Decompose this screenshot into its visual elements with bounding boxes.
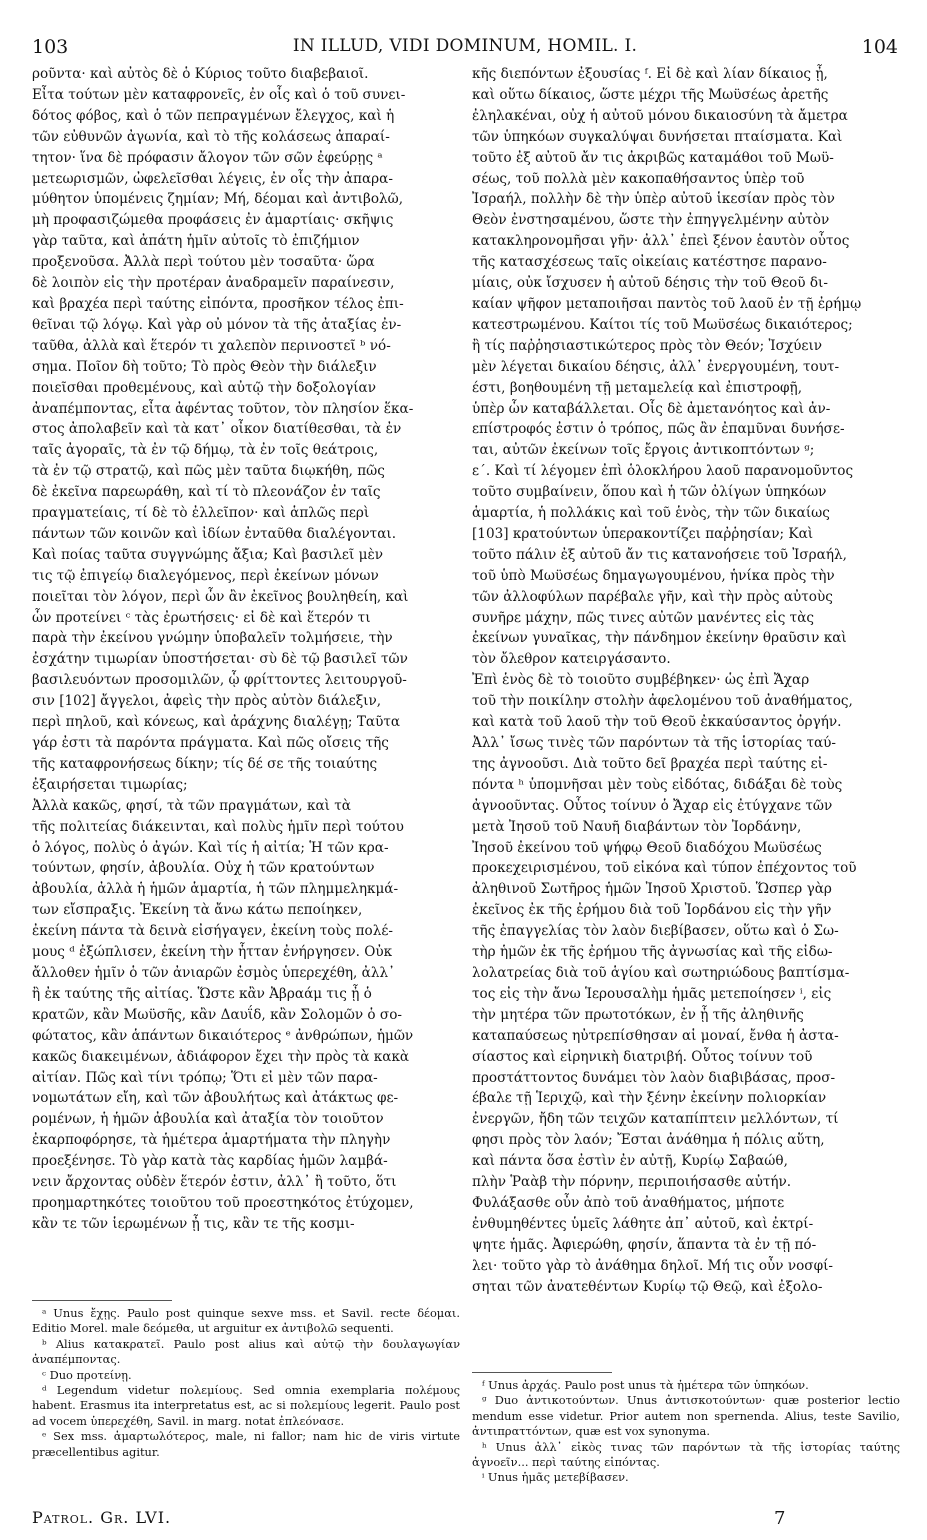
footnote: ᵍ Duo ἀντικοτούντων. Unus ἀντισκοτούντων· quæ posterior lectio mendum esse videtur. Prior autem non spernenda. Alius, teste Savilio, ἀντιπραττόντων, quæ est vox synonyma. [472, 1393, 900, 1439]
text-line: [103] κρατούντων ὑπερακοντίζει παῤῥησίαν; Καὶ [472, 525, 814, 542]
text-line: ἀβουλία, ἀλλὰ ἡ ἡμῶν ἁμαρτία, ἡ τῶν πλημμεληκμά- [32, 881, 399, 898]
footnote: ᵈ Legendum videtur πολεμίους. Sed omnia exemplaria πολέμους habent. Erasmus ita interpretatus est, ac si πολεμίους legerit. Paulo post ad vocem ὑπερεχέθη, Savil. in marg. notat ἐπλεόνασε. [32, 1383, 460, 1428]
footnote: ᵃ Unus ἔχῃς. Paulo post quinque sexve mss. et Savil. recte δέομαι. Editio Morel. male δεόμεθα, ut arguitur ex ἀντιβολῶ sequenti. [32, 1306, 460, 1336]
text-line: ἀγνοοῦντας. Οὗτος τοίνυν ὁ Ἄχαρ εἰς ἐτύγχανε τῶν [472, 797, 833, 814]
footnote: ᶠ Unus ἀρχάς. Paulo post unus τὰ ἡμέτερα τῶν ὑπηκόων. [482, 1378, 809, 1392]
volume-signature: Patrol. Gr. LVI. [32, 1508, 172, 1527]
text-line: αἰτίαν. Πῶς καὶ τίνι τρόπῳ; Ὅτι εἰ μὲν τῶν παρα- [32, 1069, 378, 1086]
text-line: ἐσχάτην τιμωρίαν ὑποστήσεται· σὺ δὲ τῷ βασιλεῖ τῶν [32, 651, 408, 668]
right-text-column [472, 64, 900, 1297]
text-line: τὸν ὄλεθρον κατειργάσαντο. [472, 651, 671, 668]
text-line: καὶ πάντα ὅσα ἐστὶν ἐν αὐτῇ, Κυρίῳ Σαβαώθ, [472, 1153, 788, 1170]
footnote-rule-right [472, 1372, 612, 1373]
text-line: παρὰ τὴν ἐκείνου γνώμην ὑποβαλεῖν τολμήσειε, τὴν [32, 630, 393, 647]
text-line: τοῦ ὑπὸ Μωϋσέως δημαγωγουμένου, ἡνίκα πρὸς τὴν [472, 567, 835, 584]
text-line: προεξένησε. Τὸ γὰρ κατὰ τὰς καρδίας ἡμῶν λαμβά- [32, 1153, 388, 1170]
text-line: σιν [102] ἄγγελοι, ἀφεὶς τὴν πρὸς αὐτὸν διάλεξιν, [32, 693, 382, 710]
text-line: σηται τῶν ἀνατεθέντων Κυρίῳ τῷ Θεῷ, καὶ ἐξολο- [472, 1278, 823, 1295]
text-line: καταπαύσεως ηὐτρεπίσθησαν αἱ μοναί, ἔνθα ἡ ἀστα- [472, 1027, 839, 1044]
page-number-left: 103 [32, 36, 69, 58]
text-line: ε΄. Καὶ τί λέγομεν ἐπὶ ὁλοκλήρου λαοῦ παρανομοῦντος [472, 463, 854, 480]
text-line: πραγματείαις, τί δὲ τὸ ἐλλεῖπον· καὶ ἁπλῶς περὶ [32, 505, 370, 522]
text-line: καὶ βραχέα περὶ ταύτης εἰπόντα, προσῆκον τέλος ἐπι- [32, 295, 404, 312]
text-line: ὁ λόγος, πολὺς ὁ ἀγών. Καὶ τίς ἡ αἰτία; Ἡ τῶν κρα- [32, 839, 389, 856]
text-line: ἐκαρποφόρησε, τὰ ἡμέτερα ἁμαρτήματα τὴν πληγὴν [32, 1132, 391, 1149]
text-line: τῆς καταφρονήσεως δίκην; τίς δέ σε τῆς τοιαύτης [32, 755, 378, 772]
text-line: τὰ ἐν τῷ στρατῷ, καὶ πῶς μὲν ταῦτα διῳκήθη, πῶς [32, 463, 385, 480]
text-line: Θεὸν ἐνστησαμένου, ὥστε τὴν ἐπηγγελμένην αὐτὸν [472, 212, 830, 229]
text-line: συνῆρε μάχην, πῶς τινες αὐτῶν μανέντες εἰς τὰς [472, 609, 814, 626]
text-line: τούντων, φησίν, ἀβουλία. Οὐχ ἡ τῶν κρατούντων [32, 860, 375, 877]
text-line: ἐληλακέναι, οὐχ ἡ αὐτοῦ μόνου δικαιοσύνη τὰ ἄμετρα [472, 107, 848, 124]
left-footnotes [32, 1306, 460, 1460]
left-text-column [32, 64, 460, 1235]
text-line: πόντα ʰ ὑπομνῆσαι μὲν τοὺς εἰδότας, διδάξαι δὲ τοὺς [472, 776, 843, 793]
text-line: δότος φόβος, καὶ ὁ τῶν πεπραγμένων ἔλεγχος, καὶ ἡ [32, 107, 395, 124]
text-line: τις τῷ ἐπιγείῳ διαλεγόμενος, περὶ ἐκείνων μόνων [32, 567, 379, 584]
text-line: σέως, τοῦ πολλὰ μὲν κακοπαθήσαντος ὑπὲρ τοῦ [472, 170, 805, 187]
text-line: ταῖς ἀγοραῖς, τὰ ἐν τῷ δήμῳ, τὰ ἐν τοῖς θεάτροις, [32, 442, 379, 459]
text-line: τοῦτο πάλιν ἐξ αὐτοῦ ἄν τις κατανοήσειε τοῦ Ἰσραήλ, [472, 546, 847, 563]
text-line: σημα. Ποῖον δὴ τοῦτο; Τὸ πρὸς Θεὸν τὴν διάλεξιν [32, 358, 377, 375]
text-line: ἢ ἐκ ταύτης τῆς αἰτίας. Ὥστε κἂν Ἀβραάμ τις ᾖ ὁ [32, 985, 372, 1002]
text-line: κῆς διεπόντων ἐξουσίας ᶠ. Εἰ δὲ καὶ λίαν δίκαιος ᾖ, [472, 66, 828, 82]
text-line: τῆς πολιτείας διάκεινται, καὶ πολὺς ἡμῖν περὶ τούτου [32, 818, 404, 835]
text-line: τὴρ ἡμῶν ἐκ τῆς ἐρήμου τῆς ἀγνωσίας καὶ τῆς εἰδω- [472, 944, 833, 961]
footnote: ʰ Unus ἀλλ᾽ εἰκὸς τινας τῶν παρόντων τὰ τῆς ἱστορίας ταύτης ἀγνοεῖν... περὶ ταύτης εἰπόντας. [472, 1439, 900, 1470]
text-line: δὲ λοιπὸν εἰς τὴν προτέραν ἀναδραμεῖν παραίνεσιν, [32, 275, 395, 292]
text-line: προκεχειρισμένου, τοῦ εἰκόνα καὶ τύπον ἐπέχοντος τοῦ [472, 860, 857, 877]
text-line: ἐκείνη πάντα τὰ δεινὰ εἰσήγαγεν, ἐκείνη τοὺς πολέ- [32, 923, 393, 940]
text-line: σίαστος καὶ εἰρηνικὴ διατριβή. Οὗτος τοίνυν τοῦ [472, 1048, 813, 1065]
text-line: βασιλευόντων προσομιλῶν, ᾧ φρίττοντες λειτουργοῦ- [32, 672, 407, 689]
text-line: πάντων τῶν κοινῶν καὶ ἰδίων ἐνταῦθα διαλέγονται. [32, 525, 397, 542]
text-line: επίστροφός ἐστιν ὁ τρόπος, πῶς ἂν ἐπαμῦναι δυνήσε- [472, 421, 845, 438]
text-line: ψητε ἡμᾶς. Ἀφιερώθη, φησίν, ἅπαντα τὰ ἐν τῇ πό- [472, 1236, 817, 1253]
text-line: προστάττοντος δυνάμει τὸν λαὸν διαβιβάσας, προσ- [472, 1069, 836, 1086]
text-line: ἄλλοθεν ἡμῖν ὁ τῶν ἀνιαρῶν ἐσμὸς ὑπερεχέθη, ἀλλ᾽ [32, 964, 395, 981]
text-line: μίαις, οὐκ ἴσχυσεν ἡ αὐτοῦ δέησις τὴν τοῦ Θεοῦ δι- [472, 275, 828, 292]
text-line: στος ἀπολαβεῖν καὶ τὰ κατ᾽ οἶκον διατίθεσθαι, τὰ ἐν [32, 421, 402, 438]
text-line: μετὰ Ἰησοῦ τοῦ Ναυῆ διαβάντων τὸν Ἰορδάνην, [472, 818, 802, 835]
text-line: ἀναπέμποντας, εἶτα ἀφέντας τοῦτον, τὸν πλησίον ἕκα- [32, 400, 414, 417]
text-line: Ἀλλ᾽ ἴσως τινὲς τῶν παρόντων τὰ τῆς ἱστορίας ταύ- [472, 735, 836, 751]
text-line: περὶ πηλοῦ, καὶ κόνεως, καὶ ἀράχνης διαλέγῃ; Ταῦτα [32, 714, 401, 731]
text-line: τῶν ἀλλοφύλων παρέβαλε γῆν, καὶ τὴν πρὸς αὐτοὺς [472, 588, 833, 605]
text-line: κρατῶν, κἂν Μωϋσῆς, κἂν Δαυΐδ, κἂν Σολομῶν ὁ σο- [32, 1006, 402, 1023]
text-line: τος εἰς τὴν ἄνω Ἱερουσαλὴμ ἡμᾶς μετεποίησεν ⁱ, εἰς [472, 985, 832, 1002]
running-title: IN ILLUD, VIDI DOMINUM, HOMIL. I. [292, 36, 638, 56]
text-line: Ἐπὶ ἑνὸς δὲ τὸ τοιοῦτο συμβέβηκεν· ὡς ἐπὶ Ἄχαρ [472, 672, 810, 689]
text-line: καίαν ψῆφον μεταποιῆσαι παντὸς τοῦ λαοῦ ἐν τῇ ἐρήμῳ [472, 295, 862, 312]
text-line: Ἀλλὰ κακῶς, φησί, τὰ τῶν πραγμάτων, καὶ τὰ [32, 797, 351, 814]
text-line: καὶ οὕτω δίκαιος, ὥστε μέχρι τῆς Μωϋσέως ἀρετῆς [472, 86, 829, 103]
text-line: κἂν τε τῶν ἱερωμένων ᾖ τις, κἂν τε τῆς κοσμι- [32, 1215, 355, 1232]
text-line: θεῖναι τῷ λόγῳ. Καὶ γὰρ οὐ μόνον τὰ τῆς ἀταξίας ἐν- [32, 316, 402, 333]
text-line: τῆς ἐπαγγελίας τὸν λαὸν διεβίβασεν, οὕτω καὶ ὁ Σω- [472, 923, 839, 940]
text-line: τοῦτο συμβαίνειν, ὅπου καὶ ἡ τῶν ὀλίγων ὑπηκόων [472, 484, 827, 501]
text-line: κατεστρωμένου. Καίτοι τίς τοῦ Μωϋσέως δικαιότερος; [472, 316, 853, 333]
text-line: καὶ κατὰ τοῦ λαοῦ τὴν τοῦ Θεοῦ ἐκκαύσαντος ὀργήν. [472, 714, 842, 731]
text-line: γάρ ἐστι τὰ παρόντα πράγματα. Καὶ πῶς οἴσεις τῆς [32, 735, 389, 751]
text-line: κακῶς διακειμένων, ἀδιάφορον ἔχει τὴν πρὸς τὰ κακὰ [32, 1048, 410, 1065]
text-line: ἀληθινοῦ Σωτῆρος ἡμῶν Ἰησοῦ Χριστοῦ. Ὥσπερ γὰρ [472, 881, 832, 898]
text-line: ὧν προτείνει ᶜ τὰς ἐρωτήσεις· εἰ δὲ καὶ ἕτερόν τι [32, 609, 371, 626]
text-line: μετεωρισμῶν, ὠφελεῖσθαι λέγεις, ἐν οἷς τὴν ἀπαρα- [32, 170, 393, 187]
text-line: τῆς κατασχέσεως ταῖς οἰκείαις κατέστησε παρανο- [472, 254, 827, 271]
text-line: ροῦντα· καὶ αὐτὸς δὲ ὁ Κύριος τοῦτο διαβεβαιοῖ. [32, 66, 369, 82]
text-line: τοῦ τὴν ποικίλην στολὴν ἀφελομένου τοῦ ἀναθήματος, [472, 693, 853, 710]
text-line: μὲν λέγεται δικαίου δέησις, ἀλλ᾽ ἐνεργουμένη, τουτ- [472, 358, 840, 375]
text-line: τητον· ἵνα δὲ πρόφασιν ἄλογον τῶν σῶν ἐφεύρῃς ᵃ [32, 149, 383, 166]
text-line: φώτατος, κἂν ἁπάντων δικαιότερος ᵉ ἀνθρώπων, ἡμῶν [32, 1027, 414, 1044]
footnote-rule-left [32, 1300, 172, 1301]
text-line: ποιεῖσθαι προθεμένους, καὶ αὐτῷ τὴν δοξολογίαν [32, 379, 376, 396]
text-line: ὑπὲρ ὧν καταβάλλεται. Οἷς δὲ ἀμετανόητος καὶ ἀν- [472, 400, 831, 417]
text-line: μὴ προφασιζώμεθα προφάσεις ἐν ἁμαρτίαις· σκῆψις [32, 212, 394, 229]
text-line: Ἰσραήλ, πολλὴν δὲ τὴν ὑπὲρ αὐτοῦ ἱκεσίαν πρὸς τὸν [472, 191, 835, 208]
text-line: έστι, βοηθουμένη τῇ μεταμελείᾳ καὶ ἐπιστροφῇ, [472, 379, 803, 396]
text-line: Φυλάξασθε οὖν ἀπὸ τοῦ ἀναθήματος, μήποτε [472, 1194, 785, 1211]
text-line: ἁμαρτία, ἡ πολλάκις καὶ τοῦ ἑνὸς, τὴν τῶν δικαίως [472, 505, 830, 522]
text-line: προξενοῦσα. Ἀλλὰ περὶ τούτου μὲν τοσαῦτα· ὥρα [32, 254, 375, 271]
text-line: ἐκείνων γυναῖκας, τὴν πάνδημον ἐκείνην θραῦσιν καὶ [472, 630, 847, 647]
text-line: τῶν ὑπηκόων συγκαλύψαι δυνήσεται πταίσματα. Καὶ [472, 128, 843, 145]
text-line: τῶν εὐθυνῶν ἀγωνία, καὶ τὸ τῆς κολάσεως ἀπαραί- [32, 128, 390, 145]
text-line: Ἰησοῦ ἐκείνου τοῦ ψήφῳ Θεοῦ διαδόχου Μωϋσέως [472, 839, 822, 856]
text-line: προημαρτηκότες τοιοῦτου τοῦ προεστηκότος ἐτύχομεν, [32, 1194, 414, 1211]
text-line: Καὶ ποίας ταῦτα συγγνώμης ἄξια; Καὶ βασιλεῖ μὲν [32, 546, 384, 563]
sheet-number: 7 [774, 1508, 786, 1529]
text-line: ἐνεργῶν, ἤδη τῶν τειχῶν καταπίπτειν μελλόντων, τί [472, 1111, 839, 1128]
text-line: πλὴν Ῥαὰβ τὴν πόρνην, περιποιήσασθε αὐτήν. [472, 1174, 792, 1191]
text-line: μύθητον ὑπομένεις ζημίαν; Μή, δέομαι καὶ ἀντιβολῶ, [32, 191, 404, 208]
text-line: Εἶτα τούτων μὲν καταφρονεῖς, ἐν οἷς καὶ ὁ τοῦ συνει- [32, 86, 406, 103]
text-line: ἢ τίς παῤῥησιαστικώτερος πρὸς τὸν Θεόν; Ἰσχύειν [472, 337, 823, 354]
footnote: ᵇ Alius κατακρατεῖ. Paulo post alius καὶ αὐτῷ τὴν δουλαγωγίαν ἀναπέμποντας. [32, 1336, 460, 1367]
text-line: νομωτάτων εἴη, καὶ τῶν ἀβουλήτως καὶ ἀτάκτως φε- [32, 1090, 399, 1107]
text-line: ταῦθα, ἀλλὰ καὶ ἕτερόν τι χαλεπὸν περινοστεῖ ᵇ νό- [32, 337, 391, 354]
footnote: ᵉ Sex mss. ἁμαρτωλότερος, male, ni fallor; nam hic de viris virtute præcellentibus agitur. [32, 1429, 460, 1459]
page-header [32, 36, 898, 66]
text-line: ρομένων, ἡ ἡμῶν ἀβουλία καὶ ἀταξία τὸν τοιοῦτον [32, 1111, 384, 1128]
footnote: ᶜ Duo προτείνῃ. [42, 1367, 132, 1382]
text-line: τοῦτο ἐξ αὐτοῦ ἄν τις ἀκριβῶς καταμάθοι τοῦ Μωϋ- [472, 149, 834, 166]
text-line: κατακληρονομῆσαι γῆν· ἀλλ᾽ ἐπεὶ ξένον ἑαυτὸν οὗτος [472, 233, 850, 250]
right-footnotes [472, 1378, 900, 1486]
text-line: ται, αὐτῶν ἐκείνων τοῖς ἔργοις ἀντικοπτόντων ᵍ; [472, 442, 815, 459]
text-line: ἐκεῖνος ἐκ τῆς ἐρήμου διὰ τοῦ Ἰορδάνου εἰς τὴν γῆν [472, 902, 832, 919]
text-line: ἐξαιρήσεται τιμωρίας; [32, 776, 188, 793]
text-line: της ἀγνοοῦσι. Διὰ τοῦτο δεῖ βραχέα περὶ ταύτης εἰ- [472, 755, 828, 772]
text-line: νειν ἄρχοντας οὐδὲν ἕτερόν ἐστιν, ἀλλ᾽ ἢ τοῦτο, ὅτι [32, 1174, 397, 1191]
text-line: γὰρ ταῦτα, καὶ ἀπάτη ἡμῖν αὐτοῖς τὸ ἐπιζήμιον [32, 233, 360, 250]
page-footer [32, 1508, 898, 1534]
text-line: των εἴσπραξις. Ἐκείνη τὰ ἄνω κάτω πεποίηκεν, [32, 902, 363, 919]
text-line: μους ᵈ ἐξώπλισεν, ἐκείνη τὴν ἧτταν ἐνήργησεν. Οὐκ [32, 944, 393, 961]
page-number-right: 104 [861, 36, 898, 58]
text-line: φησι πρὸς τὸν λαόν; Ἔσται ἀνάθημα ἡ πόλις αὕτη, [472, 1132, 825, 1149]
text-line: ἐνθυμηθέντες ὑμεῖς λάθητε ἀπ᾽ αὐτοῦ, καὶ ἐκτρί- [472, 1215, 814, 1232]
text-line: λει· τοῦτο γὰρ τὸ ἀνάθημα δηλοῖ. Μή τις οὖν νοσφί- [472, 1257, 834, 1274]
text-line: τὴν μητέρα τῶν πρωτοτόκων, ἐν ᾗ τῆς ἀληθινῆς [472, 1006, 804, 1023]
footnote: ⁱ Unus ἡμᾶς μετεβίβασεν. [482, 1470, 629, 1485]
text-line: έβαλε τῇ Ἱεριχῷ, καὶ τὴν ξένην ἐκείνην πολιορκίαν [472, 1090, 827, 1107]
text-line: λολατρείας διὰ τοῦ ἁγίου καὶ σωτηριώδους βαπτίσμα- [472, 964, 850, 981]
text-line: δὲ ἐκεῖνα παρεωράθη, καὶ τί τὸ πλεονάζον ἐν ταῖς [32, 484, 381, 501]
text-line: ποιεῖται τὸν λόγον, περὶ ὧν ἂν ἐκεῖνος βουληθείη, καὶ [32, 588, 409, 605]
